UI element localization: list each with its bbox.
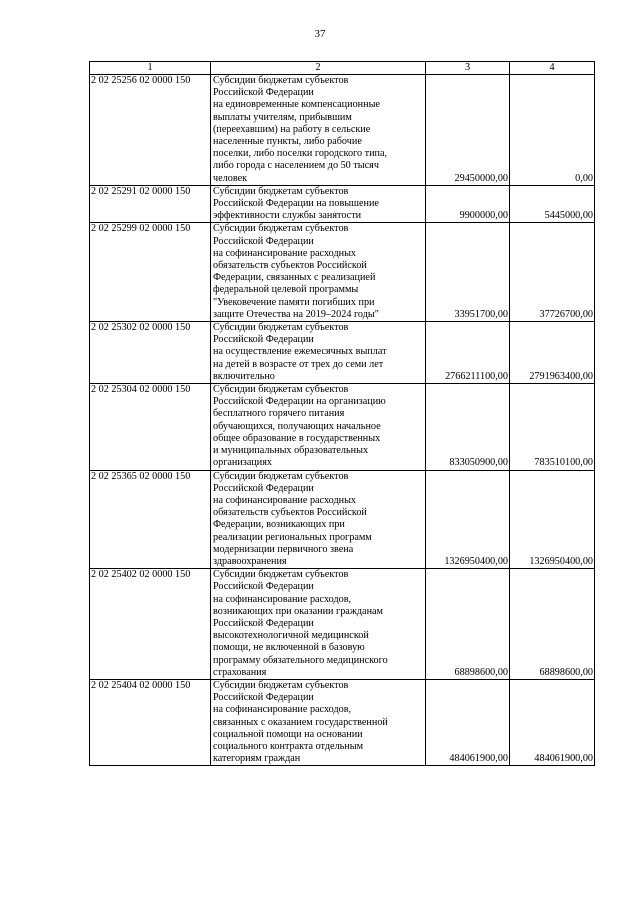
amount-col3-cell: 2766211100,00	[426, 322, 510, 384]
amount-col3-cell: 9900000,00	[426, 185, 510, 223]
description-cell: Субсидии бюджетам субъектов Российской Федерации на единовременные компенсационные выплаты учителям, прибывшим (переехавшим) на работу в сельские населенные пункты, либо рабочие поселки, либо поселки городского типа, либо города с населением до 50 тысяч человек	[211, 75, 426, 186]
column-header-4: 4	[510, 62, 595, 75]
budget-code-cell: 2 02 25302 02 0000 150	[90, 322, 211, 384]
description-cell: Субсидии бюджетам субъектов Российской Федерации на повышение эффективности службы занятости	[211, 185, 426, 223]
amount-col4-cell: 68898600,00	[510, 569, 595, 680]
table-row	[90, 569, 595, 680]
table-row	[90, 384, 595, 470]
amount-col3-cell: 68898600,00	[426, 569, 510, 680]
amount-col4-cell: 37726700,00	[510, 223, 595, 322]
amount-col3-cell: 29450000,00	[426, 75, 510, 186]
budget-code-cell: 2 02 25402 02 0000 150	[90, 569, 211, 680]
amount-col3-cell: 33951700,00	[426, 223, 510, 322]
amount-col4-cell: 484061900,00	[510, 679, 595, 765]
budget-code-cell: 2 02 25256 02 0000 150	[90, 75, 211, 186]
amount-col3-cell: 833050900,00	[426, 384, 510, 470]
amount-col4-cell: 5445000,00	[510, 185, 595, 223]
budget-table	[89, 61, 595, 766]
amount-col3-cell: 1326950400,00	[426, 470, 510, 569]
budget-code-cell: 2 02 25404 02 0000 150	[90, 679, 211, 765]
page-number: 37	[314, 28, 326, 40]
amount-col4-cell: 1326950400,00	[510, 470, 595, 569]
description-cell: Субсидии бюджетам субъектов Российской Федерации на софинансирование расходных обязательств субъектов Российской Федерации, возникающих при реализации региональных программ модернизации первичного звена здравоохранения	[211, 470, 426, 569]
budget-code-cell: 2 02 25299 02 0000 150	[90, 223, 211, 322]
amount-col4-cell: 0,00	[510, 75, 595, 186]
description-cell: Субсидии бюджетам субъектов Российской Федерации на осуществление ежемесячных выплат на детей в возрасте от трех до семи лет включительно	[211, 322, 426, 384]
description-cell: Субсидии бюджетам субъектов Российской Федерации на софинансирование расходов, связанных с оказанием государственной социальной помощи на основании социального контракта отдельным категориям граждан	[211, 679, 426, 765]
table-row	[90, 75, 595, 186]
budget-code-cell: 2 02 25365 02 0000 150	[90, 470, 211, 569]
table-row	[90, 679, 595, 765]
column-header-3: 3	[426, 62, 510, 75]
column-header-1: 1	[90, 62, 211, 75]
table-row	[90, 223, 595, 322]
table-row	[90, 322, 595, 384]
budget-code-cell: 2 02 25304 02 0000 150	[90, 384, 211, 470]
table-header-row	[90, 62, 595, 75]
table-row	[90, 185, 595, 223]
amount-col4-cell: 2791963400,00	[510, 322, 595, 384]
budget-code-cell: 2 02 25291 02 0000 150	[90, 185, 211, 223]
description-cell: Субсидии бюджетам субъектов Российской Федерации на софинансирование расходов, возникающих при оказании гражданам Российской Федерации высокотехнологичной медицинской помощи, не включенной в базовую программу обязательного медицинского страхования	[211, 569, 426, 680]
column-header-2: 2	[211, 62, 426, 75]
description-cell: Субсидии бюджетам субъектов Российской Федерации на софинансирование расходных обязательств субъектов Российской Федерации, связанных с реализацией федеральной целевой программы "Увековечение памяти погибших при защите Отечества на 2019–2024 годы"	[211, 223, 426, 322]
amount-col3-cell: 484061900,00	[426, 679, 510, 765]
table-row	[90, 470, 595, 569]
amount-col4-cell: 783510100,00	[510, 384, 595, 470]
description-cell: Субсидии бюджетам субъектов Российской Федерации на организацию бесплатного горячего питания обучающихся, получающих начальное общее образование в государственных и муниципальных образовательных организациях	[211, 384, 426, 470]
